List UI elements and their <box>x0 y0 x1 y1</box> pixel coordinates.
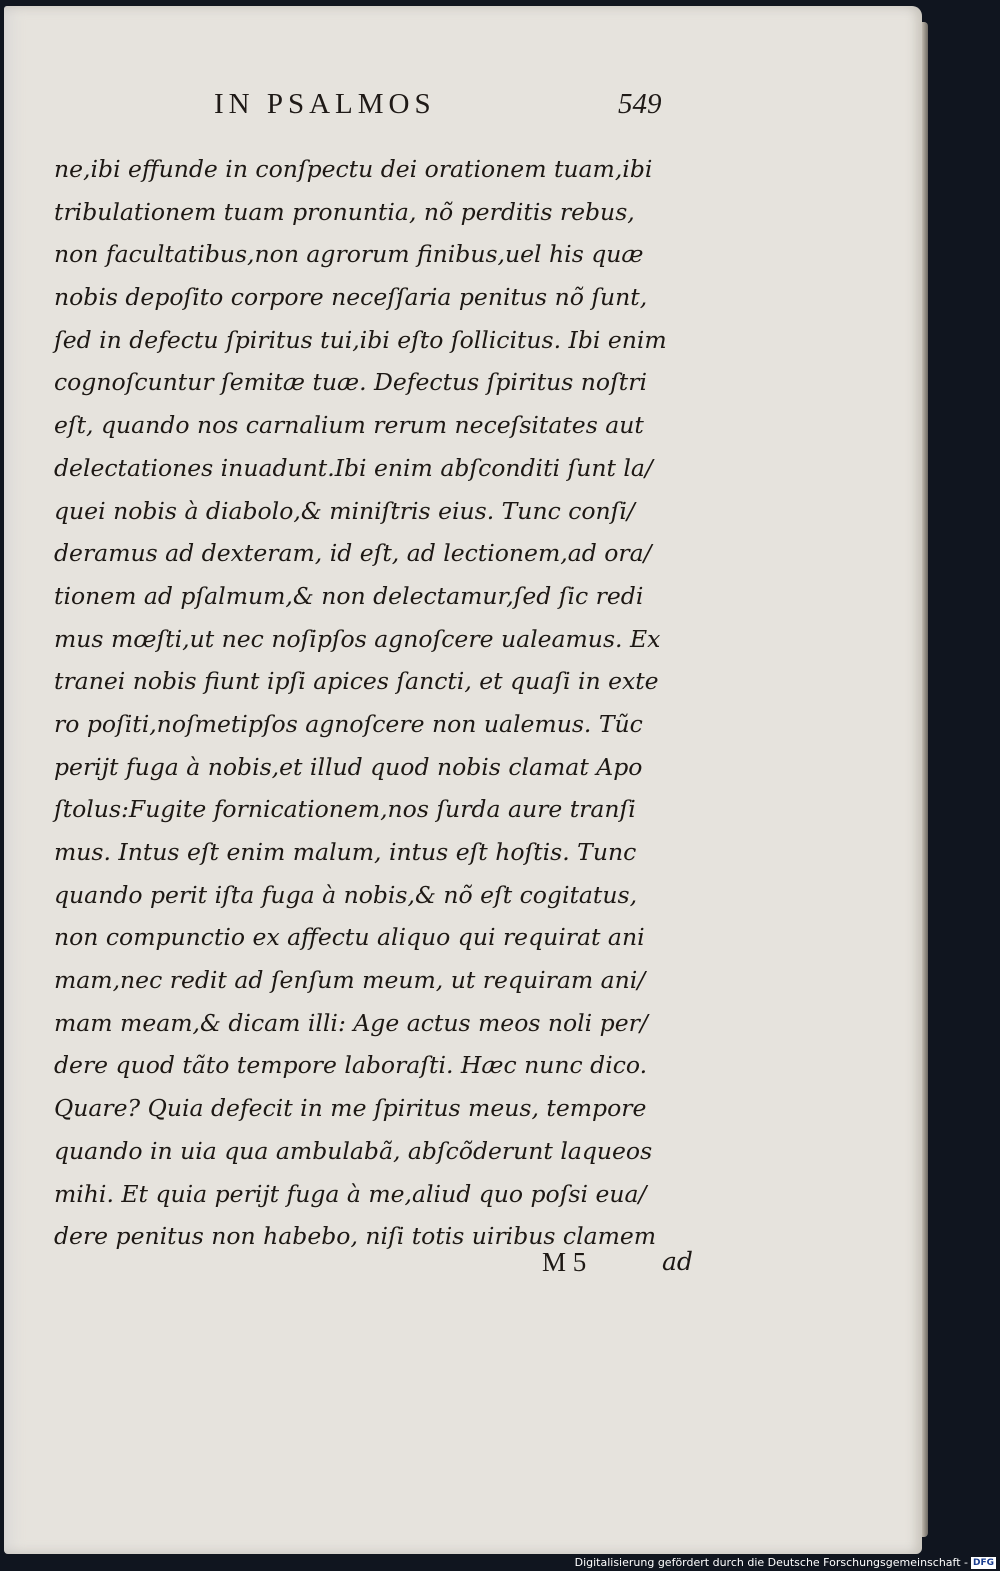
page-header <box>0 88 1000 138</box>
text-line: Quare? Quia defecit in me ſpiritus meus, tempore <box>54 1094 647 1123</box>
text-line: mus mœſti,ut nec noſipſos agnoſcere ualeamus. Ex <box>54 624 661 653</box>
text-line: mam,nec redit ad ſenſum meum, ut requiram ani/ <box>54 966 646 995</box>
catchword-row <box>0 1247 1000 1287</box>
text-line: dere penitus non habebo, niſi totis uiribus clamem <box>54 1222 657 1251</box>
text-line: quei nobis à diabolo,& miniſtris eius. Tunc conſi/ <box>54 496 635 525</box>
text-line: ro poſiti,noſmetipſos agnoſcere non ualemus. Tũc <box>54 709 643 738</box>
text-line: mam meam,& dicam illi: Age actus meos noli per/ <box>54 1008 648 1037</box>
text-line: quando perit iſta fuga à nobis,& nõ eſt cogitatus, <box>54 880 638 909</box>
text-line: tranei nobis fiunt ipſi apices ſancti, et quaſi in exte <box>54 667 659 696</box>
text-line: non facultatibus,non agrorum finibus,uel his quæ <box>54 240 644 269</box>
text-line: non compunctio ex affectu aliquo qui requirat ani <box>54 923 645 952</box>
page-edge <box>922 22 928 1537</box>
text-line: dere quod tãto tempore laboraſti. Hæc nunc dico. <box>54 1051 648 1080</box>
text-line: tribulationem tuam pronuntia, nõ perditis rebus, <box>54 197 635 226</box>
text-line: nobis depoſito corpore neceſſaria penitus nõ ſunt, <box>54 283 648 312</box>
text-line: ſed in defectu ſpiritus tui,ibi eſto ſollicitus. Ibi enim <box>54 325 667 354</box>
text-line: mus. Intus eſt enim malum, intus eſt hoſtis. Tunc <box>54 838 637 866</box>
body-text <box>54 148 704 1258</box>
page-number: 549 <box>618 88 662 120</box>
text-line: ſtolus:Fugite fornicationem,nos ſurda aure tranſi <box>54 795 636 824</box>
text-line: delectationes inuadunt.Ibi enim abſconditi ſunt la/ <box>54 453 653 482</box>
text-line: mihi. Et quia perijt fuga à me,aliud quo poſsi eua/ <box>54 1179 647 1208</box>
running-head: IN PSALMOS <box>214 88 436 120</box>
text-line: eſt, quando nos carnalium rerum neceſsitates aut <box>54 411 644 440</box>
dfg-logo-icon: DFG <box>972 1557 994 1568</box>
text-line: ne,ibi effunde in conſpectu dei orationem tuam,ibi <box>54 155 653 183</box>
text-line: quando in uia qua ambulabã, abſcõderunt laqueos <box>54 1136 653 1165</box>
text-line: cognoſcuntur ſemitæ tuæ. Defectus ſpiritus noſtri <box>54 368 647 397</box>
catchword: ad <box>662 1247 693 1276</box>
credit-text: Digitalisierung gefördert durch die Deutsche Forschungsgemeinschaft - <box>574 1556 968 1569</box>
text-line: tionem ad pſalmum,& non delectamur,ſed ſic redi <box>54 581 644 610</box>
signature-mark: M 5 <box>542 1247 587 1277</box>
text-line: deramus ad dexteram, id eſt, ad lectionem,ad ora/ <box>54 539 652 568</box>
text-line: perijt fuga à nobis,et illud quod nobis clamat Apo <box>54 752 643 781</box>
digitization-credit <box>575 1556 996 1569</box>
